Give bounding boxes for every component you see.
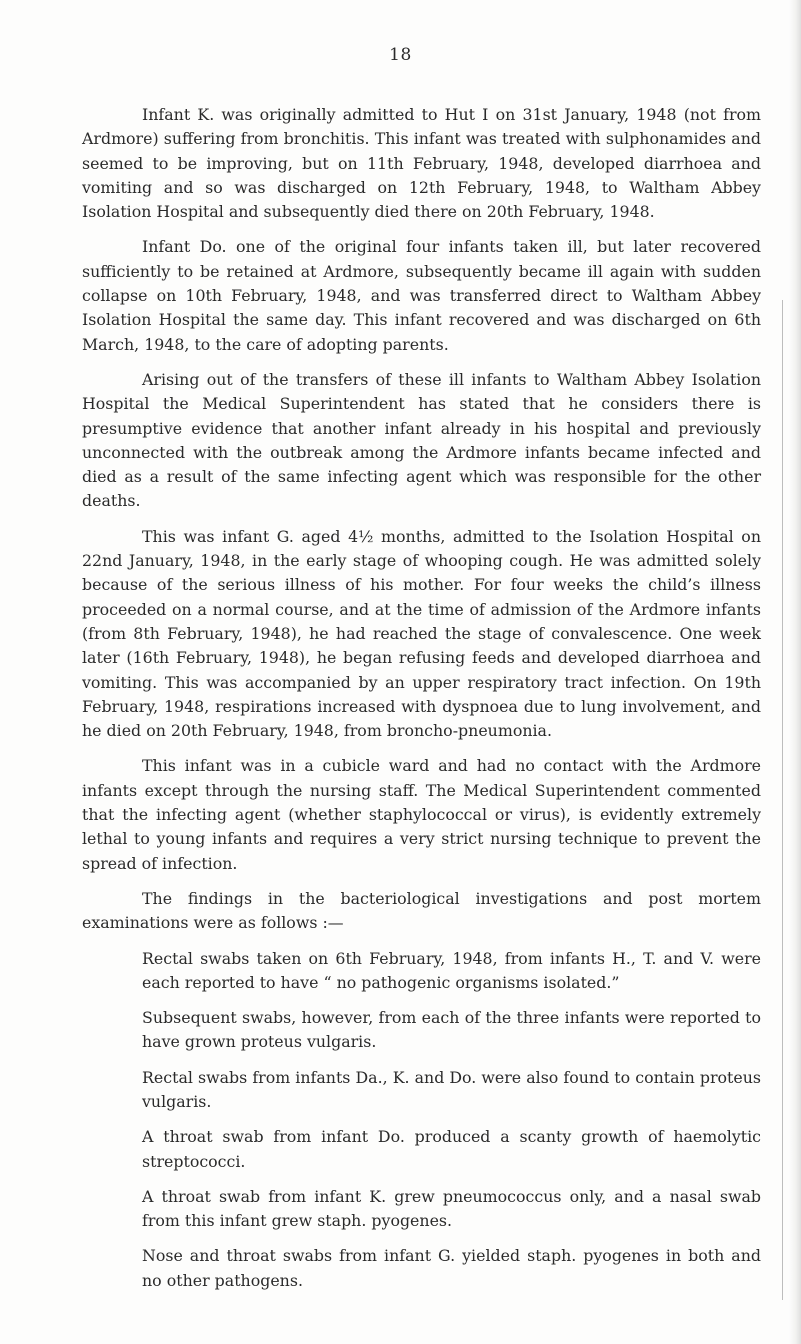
paragraph-infant-do: Infant Do. one of the original four infants taken ill, but later recovered sufficiently to be retained at Ardmore, subsequently became ill again with sudden collapse on 10th February, 1948, and was transferred direct to Waltham Abbey Isolation Hospital the same day. This infant recovered and was discharged on 6th March, 1948, to the care of adopting parents. (82, 237, 761, 354)
paragraph-infant-k: Infant K. was originally admitted to Hut I on 31st January, 1948 (not from Ardmore) suffering from bronchitis. This infant was treated with sulphonamides and seemed to be improving, but on 11th February, 1948, developed diarrhoea and vomiting and so was discharged on 12th February, 1948, to Waltham Abbey Isolation Hospital and subsequently died there on 20th February, 1948. (82, 105, 761, 222)
paragraph-infant-g: This was infant G. aged 4½ months, admitted to the Isolation Hospital on 22nd January, 1948, in the early stage of whooping cough. He was admitted solely because of the serious illness of his mother. For four weeks the child’s illness proceeded on a normal course, and at the time of admission of the Ardmore infants (from 8th February, 1948), he had reached the stage of convalescence. One week later (16th February, 1948), he began refusing feeds and developed diarrhoea and vomiting. This was accompanied by an upper respiratory tract infection. On 19th February, 1948, respirations increased with dyspnoea due to lung involvement, and he died on 20th February, 1948, from broncho-pneumonia. (82, 526, 761, 741)
finding-rectal-swabs-da-k-do: Rectal swabs from infants Da., K. and Do. were also found to contain proteus vulgaris. (142, 1067, 761, 1111)
finding-nose-throat-swabs-g: Nose and throat swabs from infant G. yielded staph. pyogenes in both and no other pathogens. (142, 1246, 761, 1290)
finding-throat-swab-do: A throat swab from infant Do. produced a scanty growth of haemolytic streptococci. (142, 1127, 761, 1171)
finding-rectal-swabs-6th-feb: Rectal swabs taken on 6th February, 1948, from infants H., T. and V. were each reported to have “ no pathogenic organisms isolated.” (142, 948, 761, 992)
page-number: 18 (389, 45, 412, 65)
paragraph-transfers: Arising out of the transfers of these ill infants to Waltham Abbey Isolation Hospital the Medical Superintendent has stated that he considers there is presumptive evidence that another infant already in his hospital and previously unconnected with the outbreak among the Ardmore infants became infected and died as a result of the same infecting agent which was responsible for the other deaths. (82, 369, 761, 511)
page-edge-line (782, 300, 783, 1300)
paragraph-cubicle-ward: This infant was in a cubicle ward and had no contact with the Ardmore infants except through the nursing staff. The Medical Superintendent commented that the infecting agent (whether staphylococcal or virus), is evidently extremely lethal to young infants and requires a very strict nursing technique to prevent the spread of infection. (82, 756, 761, 873)
paragraph-findings-intro: The findings in the bacteriological investigations and post mortem examinations were as follows :— (82, 888, 761, 933)
finding-subsequent-swabs: Subsequent swabs, however, from each of the three infants were reported to have grown proteus vulgaris. (142, 1008, 761, 1052)
finding-throat-swab-k: A throat swab from infant K. grew pneumococcus only, and a nasal swab from this infant grew staph. pyogenes. (142, 1186, 761, 1231)
page-edge-shadow (789, 0, 801, 1344)
body-text (82, 103, 761, 1304)
